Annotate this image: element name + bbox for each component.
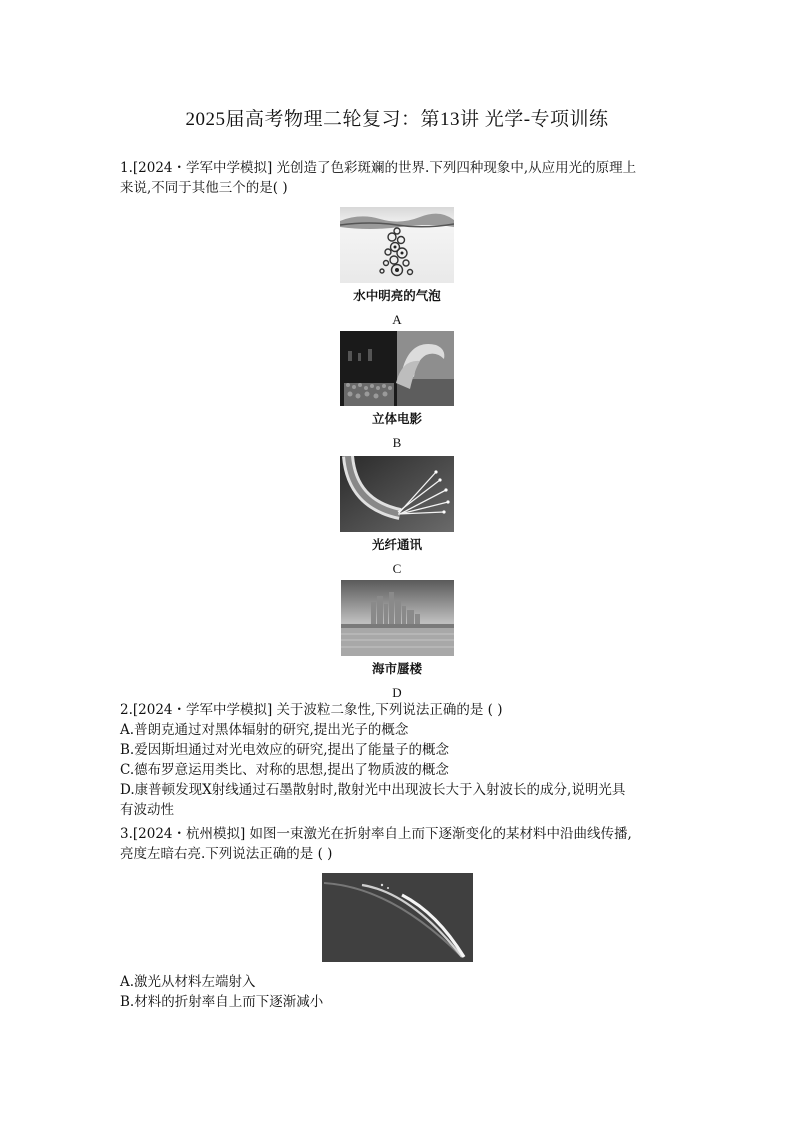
question-3-options — [120, 972, 680, 1012]
3d-movie-image — [340, 331, 454, 406]
question-1 — [120, 158, 680, 198]
figure-b — [0, 331, 794, 452]
question-2-stem: 2.[2024・学军中学模拟] 关于波粒二象性,下列说法正确的是 ( ) — [120, 702, 503, 718]
question-3-option-a: A.激光从材料左端射入 — [120, 974, 256, 990]
figure-a-letter: A — [392, 312, 402, 327]
figure-a-caption: 水中明亮的气泡 — [353, 288, 441, 303]
figure-c-letter: C — [392, 561, 402, 576]
question-3-stem-line1: 3.[2024・杭州模拟] 如图一束激光在折射率自上而下逐渐变化的某材料中沿曲线传播, — [120, 826, 632, 842]
question-2-option-a: A.普朗克通过对黑体辐射的研究,提出光子的概念 — [120, 722, 409, 738]
figure-b-letter: B — [392, 435, 402, 450]
question-3-stem-line2: 亮度左暗右亮.下列说法正确的是 ( ) — [120, 846, 333, 862]
mirage-image — [341, 580, 454, 656]
figure-c-caption: 光纤通讯 — [371, 537, 422, 552]
question-2 — [120, 700, 680, 820]
question-1-stem-line2: 来说,不同于其他三个的是( ) — [120, 180, 288, 196]
question-2-option-d-cont: 有波动性 — [120, 802, 174, 818]
optical-fiber-image — [340, 456, 454, 532]
question-2-option-d: D.康普顿发现X射线通过石墨散射时,散射光中出现波长大于入射波长的成分,说明光具 — [120, 782, 626, 798]
question-1-stem-line1: 1.[2024・学军中学模拟] 光创造了色彩斑斓的世界.下列四种现象中,从应用光的原理上 — [120, 160, 637, 176]
question-2-option-c: C.德布罗意运用类比、对称的思想,提出了物质波的概念 — [120, 762, 449, 778]
figure-b-caption: 立体电影 — [371, 411, 422, 426]
figure-d-letter: D — [392, 685, 402, 700]
question-3 — [120, 824, 680, 864]
figure-q3 — [0, 873, 794, 962]
laser-in-material-image — [322, 873, 473, 962]
question-2-option-b: B.爱因斯坦通过对光电效应的研究,提出了能量子的概念 — [120, 742, 450, 758]
page-title: 2025届高考物理二轮复习：第13讲 光学-专项训练 — [185, 109, 609, 130]
figure-a — [0, 207, 794, 329]
figure-c — [0, 456, 794, 578]
question-3-option-b: B.材料的折射率自上而下逐渐减小 — [120, 994, 324, 1010]
figure-d — [0, 580, 794, 702]
bubbles-in-water-image — [340, 207, 454, 283]
figure-d-caption: 海市蜃楼 — [371, 661, 422, 676]
